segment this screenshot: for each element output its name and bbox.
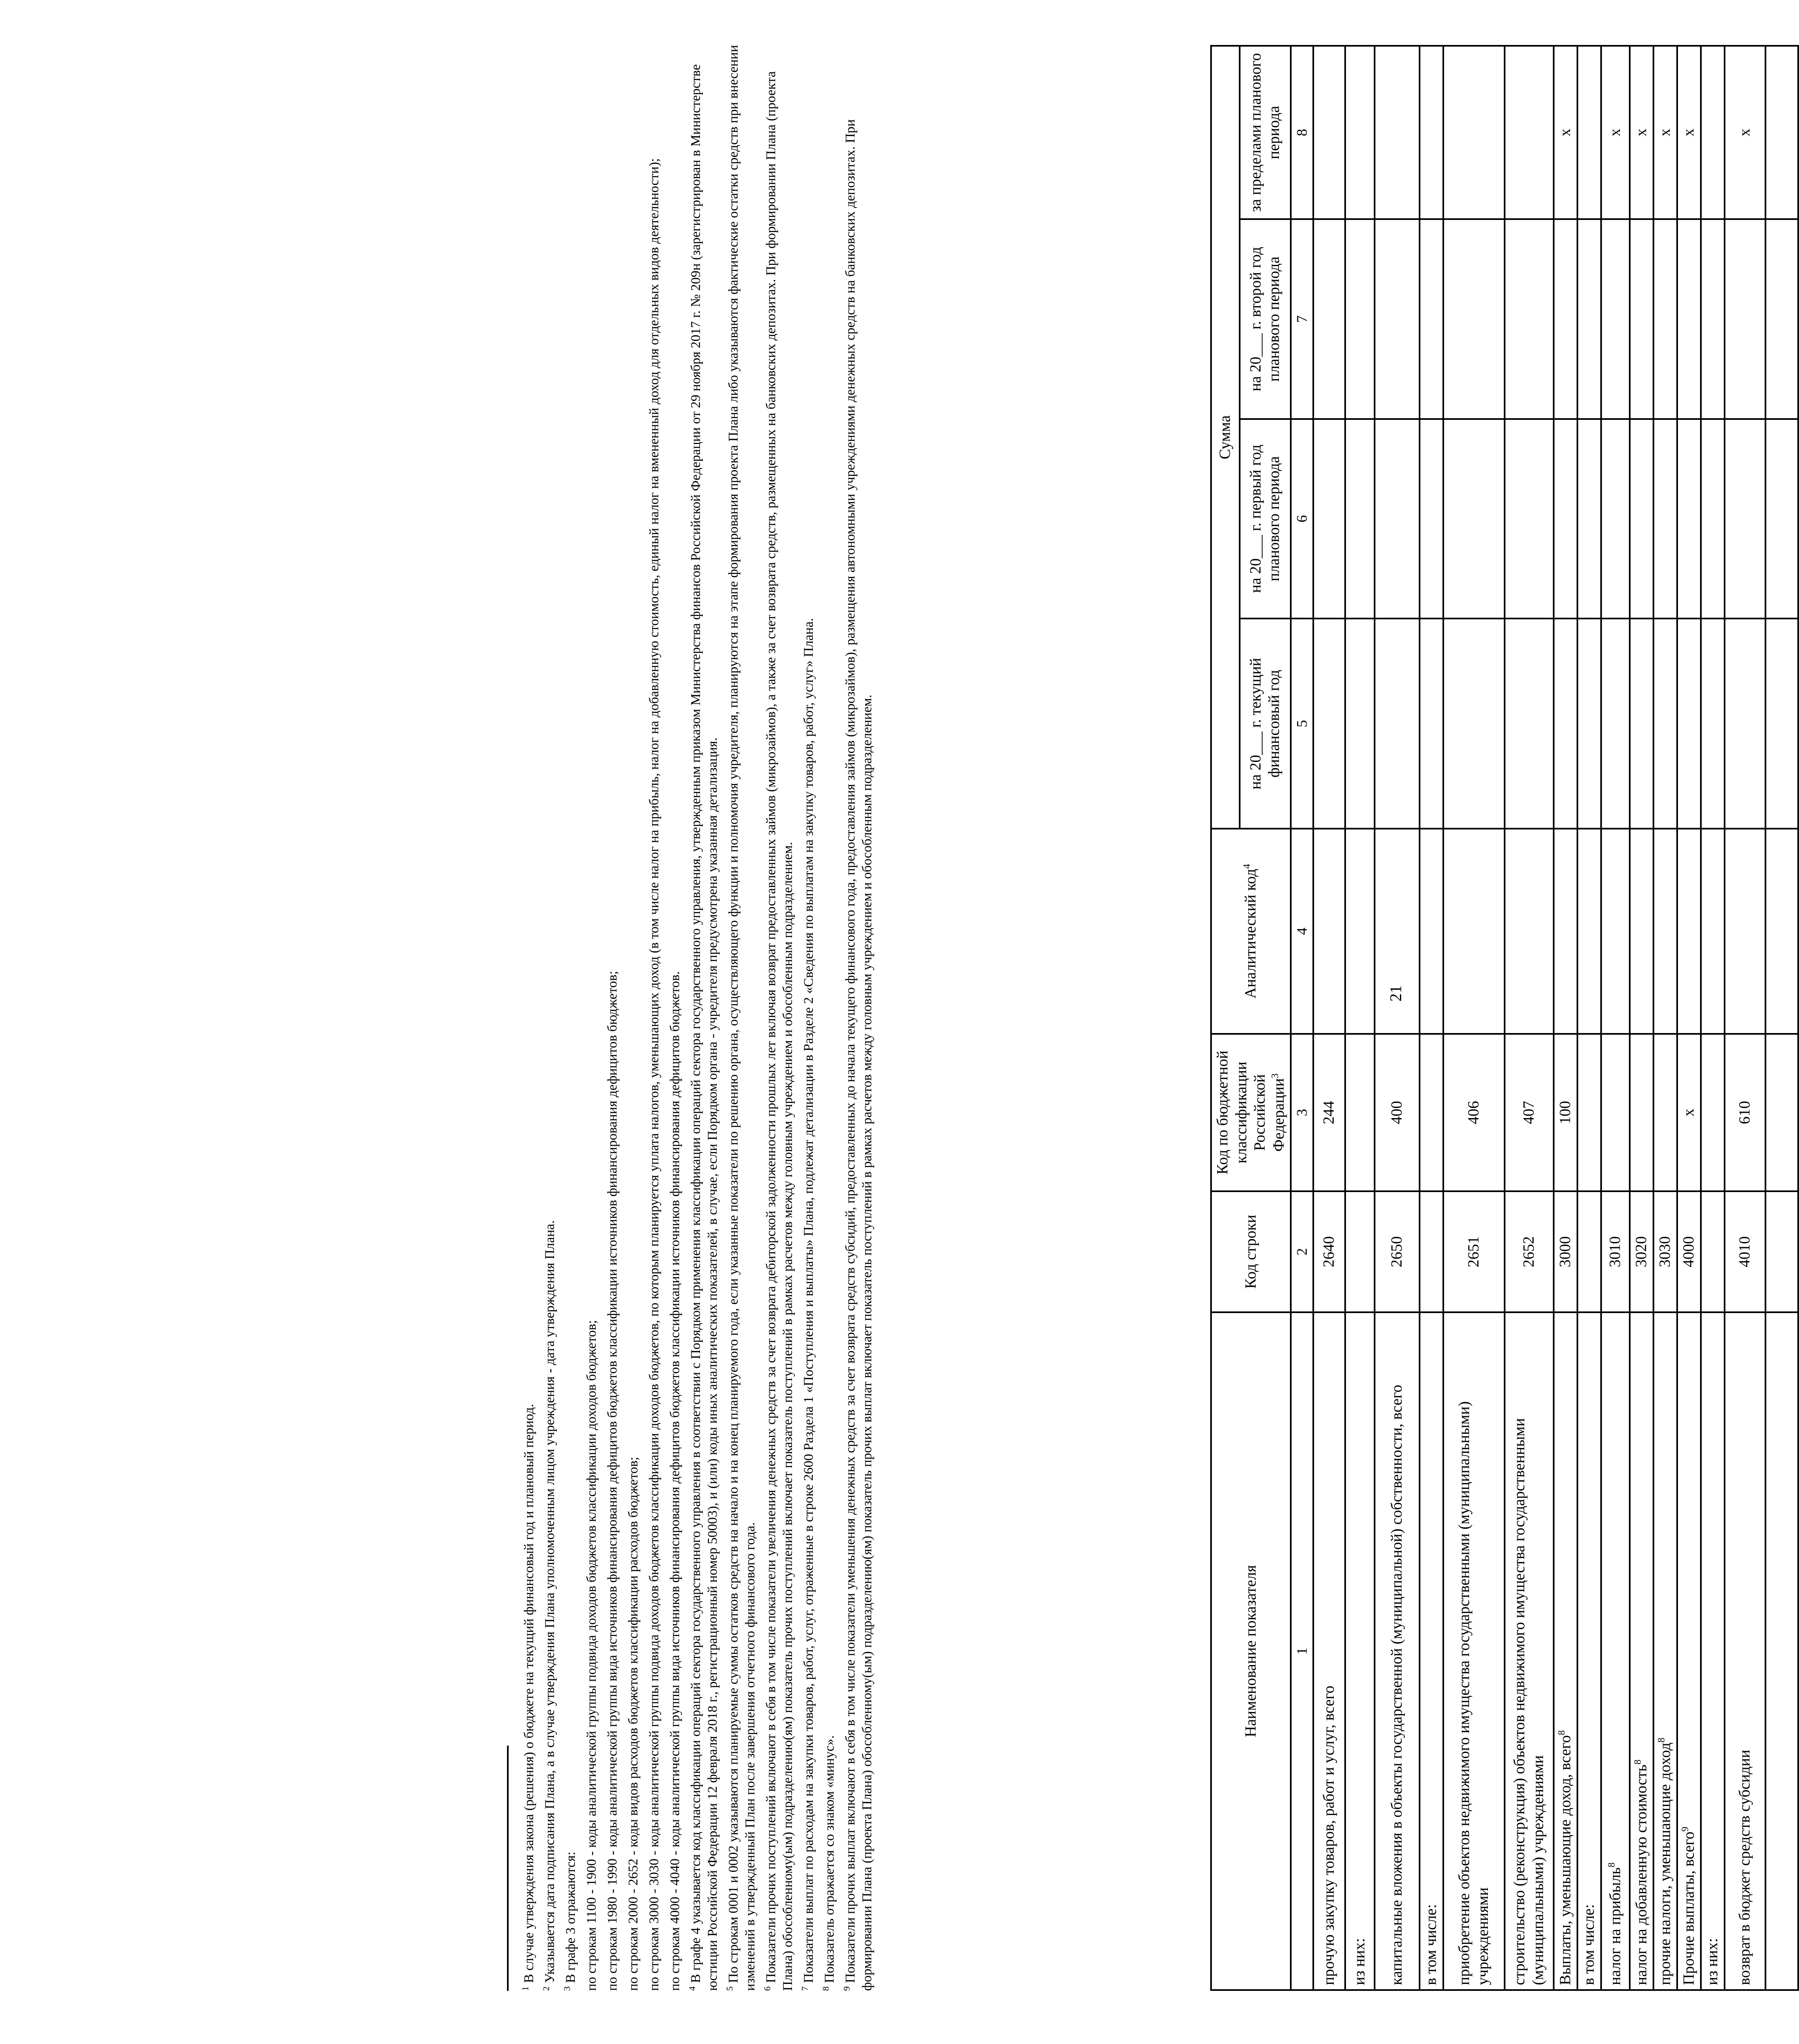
row-kbk (1577, 1034, 1601, 1192)
table-row (1653, 46, 1677, 1990)
footnote: $^4$ В графе 4 указывается код классификации операций сектора государственного управления в соответствии с Порядком применения классификации операций сектора государственного управления, утвержденным приказом Министерства финансов Российской Федерации от 29 ноября 2017 г. № 209н (зарегистрирован в Министерстве юстиции Российской Федерации 12 февраля 2018 г., регистрационный номер 50003), и (или) коды иных аналитических показателей, в случае, если Порядком органа - учредителя предусмотрена указанная детализация. (687, 64, 720, 1991)
table-row (1345, 46, 1375, 1990)
table-row (1601, 46, 1630, 1990)
col-number: 2 (1291, 1191, 1313, 1312)
row-kbk (1601, 1034, 1630, 1192)
row-code (1345, 1191, 1375, 1312)
row-code: 3000 (1554, 1191, 1577, 1312)
col-number: 6 (1291, 419, 1313, 619)
row-code (1701, 1191, 1725, 1312)
header-analytic: Аналитический код$^4$ (1211, 829, 1291, 1033)
row-kbk (1701, 1034, 1725, 1192)
col-number: 5 (1291, 619, 1313, 829)
row-name: возврат в бюджет средств субсидии (1725, 1312, 1765, 1990)
row-code: 3030 (1653, 1191, 1677, 1312)
row-c8 (1313, 46, 1345, 219)
row-c8 (1443, 46, 1505, 219)
row-c8 (1577, 46, 1601, 219)
col-number: 8 (1291, 46, 1313, 219)
row-c8 (1375, 46, 1420, 219)
table-row (1630, 46, 1653, 1990)
row-name: налог на добавленную стоимость$^8$ (1630, 1312, 1653, 1990)
table-row (1725, 46, 1765, 1990)
footnote: $^8$ Показатель отражается со знаком «минус». (821, 1735, 837, 1991)
row-code: 3020 (1630, 1191, 1653, 1312)
row-kbk: 406 (1443, 1034, 1505, 1192)
row-c8: х (1725, 46, 1765, 219)
row-c8 (1345, 46, 1375, 219)
col-number: 3 (1291, 1034, 1313, 1192)
footnote: по строкам 4000 - 4040 - коды аналитической группы вида источников финансирования дефицитов бюджетов классификации источников финансирования дефицитов бюджетов. (668, 971, 682, 1991)
column-numbers-row (1291, 46, 1313, 1990)
row-kbk: 100 (1554, 1034, 1577, 1192)
row-kbk: 407 (1505, 1034, 1554, 1192)
row-name: приобретение объектов недвижимого имущества государственными (муниципальными) учреждениями (1443, 1312, 1505, 1990)
footnote: $^9$ Показатели прочих выплат включают в себя в том числе показатели уменьшения денежных средств за счет возврата средств субсидий, предоставленных до начала текущего финансового года, предоставления займов (микрозаймов), размещения автономными учреждениями денежных средств на банковских депозитах. При формировании Плана (проекта Плана) обособленному(ым) подразделению(ям) показатель прочих выплат включает показатель поступлений в рамках расчетов между головным учреждением и обособленным подразделением. (841, 119, 875, 1991)
table-row (1577, 46, 1601, 1990)
row-code: 2651 (1443, 1191, 1505, 1312)
plan-table (1210, 45, 1799, 1991)
col-number: 4 (1291, 829, 1313, 1033)
row-c8 (1420, 46, 1443, 219)
table-row (1443, 46, 1505, 1990)
row-code: 2640 (1313, 1191, 1345, 1312)
header-col5: на 20___ г. текущий финансовый год (1240, 619, 1291, 829)
header-sum: Сумма (1211, 46, 1240, 829)
header-kbk: Код по бюджетной классификации Российской Федерации$^3$ (1211, 1034, 1291, 1192)
table-row (1420, 46, 1443, 1990)
row-name: в том числе: (1420, 1312, 1443, 1990)
table-row (1505, 46, 1554, 1990)
row-name: капитальные вложения в объекты государственной (муниципальной) собственности, всего (1375, 1312, 1420, 1990)
row-c8 (1701, 46, 1725, 219)
row-c8 (1505, 46, 1554, 219)
row-code: 4000 (1677, 1191, 1701, 1312)
row-kbk: 400 (1375, 1034, 1420, 1192)
table-row (1554, 46, 1577, 1990)
row-code: 3010 (1601, 1191, 1630, 1312)
row-c8: х (1653, 46, 1677, 219)
header-code: Код строки (1211, 1191, 1291, 1312)
col-number: 7 (1291, 219, 1313, 419)
row-name: налог на прибыль$^8$ (1601, 1312, 1630, 1990)
row-c8: х (1630, 46, 1653, 219)
footnote: $^5$ По строкам 0001 и 0002 указываются планируемые суммы остатков средств на начало и на конец планируемого года, если указанные показатели по решению органа, осуществляющего функции и полномочия учредителя, планируются на этапе формирования проекта Плана либо указываются фактические остатки средств при внесении изменений в утвержденный План после завершения отчетного финансового года. (725, 45, 758, 1991)
row-name: в том числе: (1577, 1312, 1601, 1990)
footnote: по строкам 1100 - 1900 - коды аналитической группы подвида доходов бюджетов классификации доходов бюджетов; (584, 1320, 599, 1991)
row-code: 2652 (1505, 1191, 1554, 1312)
row-name: Выплаты, уменьшающие доход, всего$^8$ (1554, 1312, 1577, 1990)
footnote: по строкам 1980 - 1990 - коды аналитической группы вида источников финансирования дефицитов бюджетов классификации источников финансирования дефицитов бюджетов; (605, 970, 620, 1991)
footnotes (507, 37, 876, 1991)
row-name: строительство (реконструкция) объектов недвижимого имущества государственными (муниципальными) учреждениями (1505, 1312, 1554, 1990)
header-col6: на 20___ г. первый год планового периода (1240, 419, 1291, 619)
row-kbk (1345, 1034, 1375, 1192)
row-code (1420, 1191, 1443, 1312)
row-kbk (1653, 1034, 1677, 1192)
row-kbk: 244 (1313, 1034, 1345, 1192)
row-c8: х (1677, 46, 1701, 219)
header-col8: за пределами планового периода (1240, 46, 1291, 219)
header-col7: на 20___ г. второй год планового периода (1240, 219, 1291, 419)
row-name: прочую закупку товаров, работ и услуг, всего (1313, 1312, 1345, 1990)
row-kbk (1420, 1034, 1443, 1192)
footnote-separator (507, 1746, 509, 1991)
col-number: 1 (1291, 1312, 1313, 1990)
row-code: 4010 (1725, 1191, 1765, 1312)
footnote: $^6$ Показатели прочих поступлений включают в себя в том числе показатели увеличения денежных средств за счет возврата дебиторской задолженности прошлых лет включая возврат предоставленных займов (микрозаймов), а также за счет возврата средств, размещенных на банковских депозитах. При формировании Плана (проекта Плана) обособленному(ым) подразделению(ям) показатель прочих поступлений включает показатель поступлений в рамках расчетов между головным учреждением и обособленным подразделением. (762, 71, 795, 1991)
table-row (1765, 46, 1798, 1990)
row-c8: х (1554, 46, 1577, 219)
row-code (1577, 1191, 1601, 1312)
row-name: из них: (1345, 1312, 1375, 1990)
footnote: $^7$ Показатели выплат по расходам на закупки товаров, работ, услуг, отраженные в строке 2600 Раздела 1 «Поступления и выплаты» Плана, подлежат детализации в Разделе 2 «Сведения по выплатам на закупку товаров, работ, услуг» Плана. (800, 618, 816, 1991)
table-row (1701, 46, 1725, 1990)
row-c8: х (1601, 46, 1630, 219)
row-name: Прочие выплаты, всего$^9$ (1677, 1312, 1701, 1990)
page-number: 21 (1386, 985, 1405, 1002)
header-name: Наименование показателя (1211, 1312, 1291, 1990)
footnote: $^1$ В случае утверждения закона (решения) о бюджете на текущий финансовый год и плановый период. (520, 1404, 536, 1991)
table-row (1375, 46, 1420, 1990)
footnote: $^3$ В графе 3 отражаются: (562, 1851, 578, 1991)
row-code: 2650 (1375, 1191, 1420, 1312)
row-kbk: 610 (1725, 1034, 1765, 1192)
table-row (1677, 46, 1701, 1990)
table-row (1313, 46, 1345, 1990)
row-name: из них: (1701, 1312, 1725, 1990)
footnote: по строкам 2000 - 2652 - коды видов расходов бюджетов классификации расходов бюджетов; (626, 1457, 641, 1991)
row-name: прочие налоги, уменьшающие доход$^8$ (1653, 1312, 1677, 1990)
row-kbk: х (1677, 1034, 1701, 1192)
row-kbk (1630, 1034, 1653, 1192)
footnote: $^2$ Указывается дата подписания Плана, а в случае утверждения Плана уполномоченным лицом учреждения - дата утверждения Плана. (541, 1220, 557, 1991)
footnote: по строкам 3000 - 3030 - коды аналитической группы подвида доходов бюджетов классификации доходов бюджетов, по которым планируется уплата налогов, уменьшающих доход (в том числе налог на прибыль, налог на добавленную стоимость, единый налог на вмененный доход для отдельных видов деятельности); (647, 158, 662, 1991)
